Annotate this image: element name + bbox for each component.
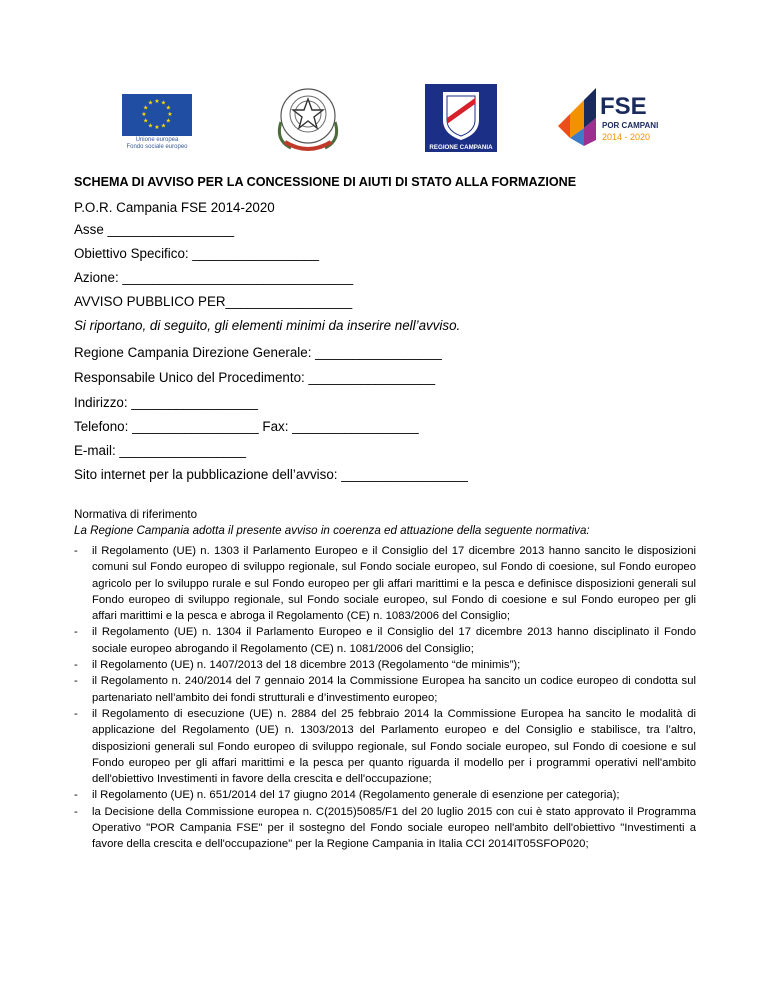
normativa-heading: Normativa di riferimento [74,508,198,521]
eu-caption-line: Unione europea [135,137,179,143]
list-item: - il Regolamento (UE) n. 1304 il Parlamento Europeo e il Consiglio del 17 dicembre 2013 hanno disciplinato il Fondo sociale europeo abrogando il Regolamento (CE) n. 1081/2006 del Consiglio; [74,624,696,657]
list-item: - la Decisione della Commissione europea n. C(2015)5085/F1 del 20 luglio 2015 con cui è stato approvato il Programma Operativo "POR Campania FSE" per il sostegno del Fondo sociale europeo nell'ambito dell'obiettivo "Investimenti a favore della crescita e dell'occupazione" per la Regione Campania in Italia CCI 2014IT05SFOP020; [74,804,696,853]
svg-text:★: ★ [147,99,154,107]
avviso-line: AVVISO PUBBLICO PER_________________ [74,294,353,309]
program-line: P.O.R. Campania FSE 2014-2020 [74,200,275,215]
svg-text:★: ★ [165,117,171,125]
list-item: - il Regolamento di esecuzione (UE) n. 2884 del 25 febbraio 2014 la Commissione Europea ha sancito le modalità di applicazione del Regolamento (UE) n. 1303/2013 del Parlamento europeo e del Consiglio e stabilisce, tra l’altro, disposizioni generali sul Fondo europeo di sviluppo regionale, sul Fondo sociale europeo, sul Fondo di coesione e sul Fondo europeo per gli affari marittimi e la pesca per quanto riguarda il modello per i programmi operativi nell'ambito dell'obiettivo Investimenti in favore della crescita e dell'occupazione; [74,706,696,787]
italian-republic-emblem [271,82,345,156]
eu-caption [122,137,192,151]
svg-text:★: ★ [141,111,147,118]
obiettivo-line: Obiettivo Specifico: _________________ [74,246,319,261]
eu-caption-line: Fondo sociale europeo [126,144,188,150]
fse-title: FSE [600,93,647,120]
fse-years: 2014 - 2020 [602,132,651,142]
direzione-line: Regione Campania Direzione Generale: _________________ [74,345,442,360]
fse-sub: POR CAMPANIA [602,121,658,130]
svg-text:★: ★ [167,111,173,118]
responsabile-line: Responsabile Unico del Procedimento: _________________ [74,370,436,385]
list-item: - il Regolamento (UE) n. 651/2014 del 17 giugno 2014 (Regolamento generale di esenzione per categoria); [74,787,696,803]
svg-text:★: ★ [143,104,149,112]
eu-flag-icon [122,94,192,136]
fse-por-campania-logo [556,86,658,150]
sito-line: Sito internet per la pubblicazione dell’avviso: _________________ [74,467,468,482]
indirizzo-line: Indirizzo: _________________ [74,395,258,410]
svg-text:★: ★ [154,98,160,105]
normativa-list [74,543,696,853]
emblem-icon [271,82,345,156]
instruction-note: Si riportano, di seguito, gli elementi minimi da inserire nell’avviso. [74,318,461,333]
document-title: SCHEMA DI AVVISO PER LA CONCESSIONE DI AIUTI DI STATO ALLA FORMAZIONE [74,175,577,189]
telefono-fax-line: Telefono: _________________ Fax: _________________ [74,419,419,434]
svg-text:★: ★ [143,117,149,125]
eu-logo [122,94,192,150]
list-item: - il Regolamento (UE) n. 1407/2013 del 18 dicembre 2013 (Regolamento “de minimis”); [74,657,696,673]
svg-text:★: ★ [160,99,167,107]
list-item: - il Regolamento n. 240/2014 del 7 gennaio 2014 la Commissione Europea ha sancito un codice europeo di condotta sul partenariato nell’ambito dei fondi strutturali e d’investimento europeo; [74,673,696,706]
campania-label: REGIONE CAMPANIA [429,144,493,151]
list-item: - il Regolamento (UE) n. 1303 il Parlamento Europeo e il Consiglio del 17 dicembre 2013 hanno sancito le disposizioni comuni sul Fondo europeo di sviluppo regionale, sul Fondo sociale europeo, sul Fondo di coesione, sul Fondo europeo agricolo per lo sviluppo rurale e sul Fondo europeo per gli affari marittimi e la pesca e definisce disposizioni generali sul Fondo europeo di sviluppo regionale, sul Fondo sociale europeo, sul Fondo di coesione e sul Fondo europeo per gli affari marittimi e la pesca e abroga il Regolamento (CE) n. 1083/2006 del Consiglio; [74,543,696,624]
svg-text:★: ★ [147,122,154,130]
svg-text:★: ★ [165,104,171,112]
regione-campania-logo [425,84,497,152]
svg-text:★: ★ [160,122,167,130]
azione-line: Azione: _______________________________ [74,270,354,285]
normativa-intro: La Regione Campania adotta il presente avviso in coerenza ed attuazione della seguente normativa: [74,524,590,537]
email-line: E-mail: _________________ [74,443,246,458]
asse-line: Asse _________________ [74,222,235,237]
svg-text:★: ★ [154,124,160,131]
